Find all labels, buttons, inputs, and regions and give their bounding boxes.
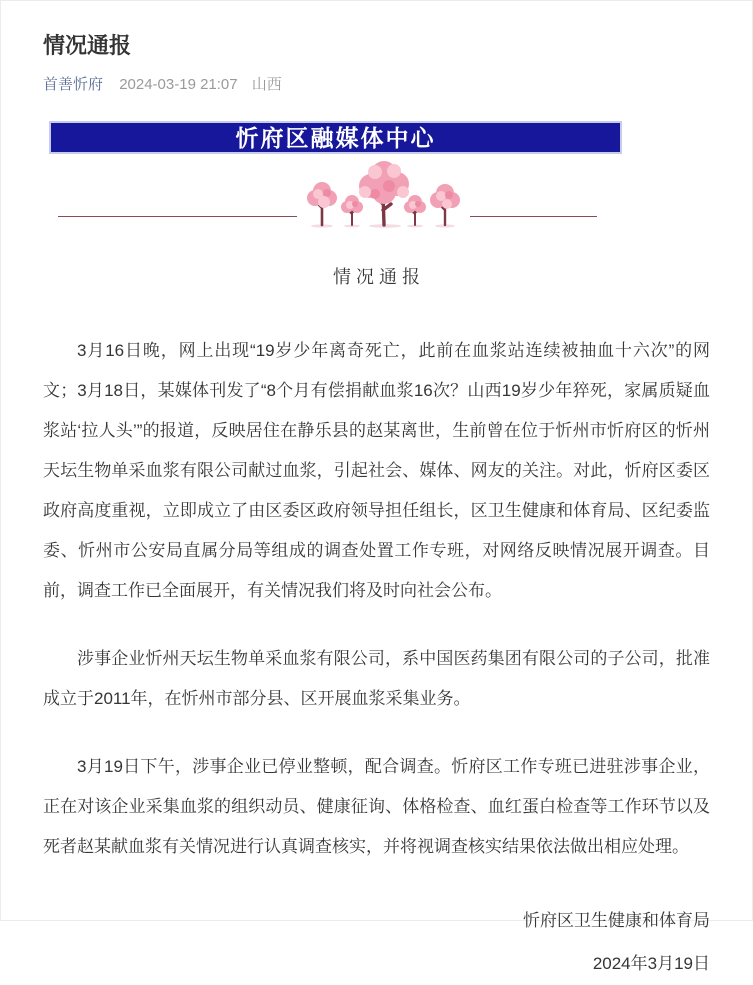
source-account-link[interactable]: 首善忻府 xyxy=(43,76,104,94)
page-title: 情况通报 xyxy=(43,32,132,58)
paragraph-3: 3月19日下午，涉事企业已停业整顿，配合调查。忻府区工作专班已进驻涉事企业，正在对该企业采集血浆的组织动员、健康征询、体格检查、血红蛋白检查等工作环节以及死者赵某献血浆有关情况进行认真调查核实，并将视调查核实结果依法做出相应处理。 xyxy=(43,757,710,857)
notice-heading: 情 况 通 报 xyxy=(332,267,420,288)
article-content xyxy=(1,16,752,985)
paragraph-1: 3月16日晚，网上出现“19岁少年离奇死亡，此前在血浆站连续被抽血十六次”的网文；3月18日，某媒体刊发了“8个月有偿捐献血浆16次？山西19岁少年猝死，家属质疑血浆站‘拉人头’”的报道，反映居住在静乐县的赵某离世，生前曾在位于忻州市忻府区的忻州天坛生物单采血浆有限公司献过血浆，引起社会、媒体、网友的关注。对此，忻府区委区政府高度重视，立即成立了由区委区政府领导担任组长，区卫生健康和体育局、区纪委监委、忻州市公安局直属分局等组成的调查处置工作专班，对网络反映情况展开调查。目前，调查工作已全面展开，有关情况我们将及时向社会公布。 xyxy=(43,341,710,601)
divider-line-right xyxy=(470,216,597,217)
publish-location: 山西 xyxy=(251,76,282,94)
cherry-blossom-trees-icon xyxy=(295,157,470,229)
media-center-banner: 忻府区融媒体中心 xyxy=(49,121,622,154)
paragraph-2: 涉事企业忻州天坛生物单采血浆有限公司，系中国医药集团有限公司的子公司，批准成立于2011年，在忻州市部分县、区开展血浆采集业务。 xyxy=(43,649,710,709)
divider-line-left xyxy=(58,216,297,217)
publish-datetime: 2024-03-19 21:07 xyxy=(119,76,238,94)
signature-date: 2024年3月19日 xyxy=(592,954,710,974)
article-meta xyxy=(43,75,710,95)
signature-agency: 忻府区卫生健康和体育局 xyxy=(523,911,710,931)
signature-block xyxy=(43,899,710,985)
header-graphic xyxy=(43,121,710,233)
